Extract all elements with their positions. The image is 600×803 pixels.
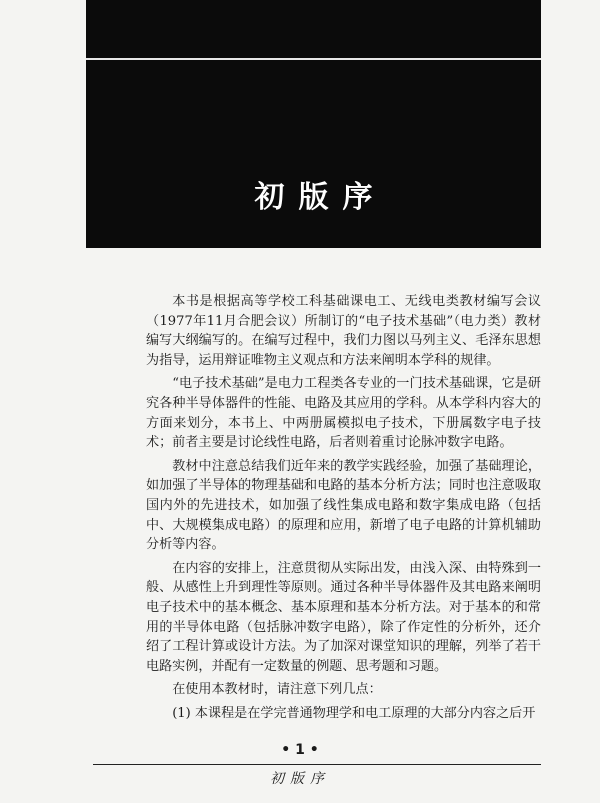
title-banner — [86, 0, 541, 248]
page-title: 初版序 — [254, 180, 387, 215]
page-number: • 1 • — [281, 742, 319, 758]
running-footer-title: 初版序 — [270, 771, 330, 787]
paragraph: “电子技术基础”是电力工程类各专业的一门技术基础课，它是研究各种半导体器件的性能、电路及其应用的学科。从本学科内容大的方面来划分，本书上、中两册属模拟电子技术，下册属数字电子技术；前者主要是讨论线性电路，后者则着重讨论脉冲数字电路。 — [146, 376, 541, 451]
paragraph: 在使用本教材时，请注意下列几点： — [172, 682, 382, 698]
paragraph: 本书是根据高等学校工科基础课电工、无线电类教材编写会议（1977年11月合肥会议）所制订的“电子技术基础”（电力类）教材编写大纲编写的。在编写过程中，我们力图以马列主义、毛泽东思想为指导，运用辩证唯物主义观点和方法来阐明本学科的规律。 — [146, 294, 541, 368]
paragraph: 在内容的安排上，注意贯彻从实际出发，由浅入深、由特殊到一般、从感性上升到理性等原则。通过各种半导体器件及其电路来阐明电子技术中的基本概念、基本原理和基本分析方法。对于基本的和常用的半导体电路（包括脉冲数字电路），除了作定性的分析外，还介绍了工程计算或设计方法。为了加深对课堂知识的理解，列举了若干电路实例，并配有一定数量的例题、思考题和习题。 — [146, 560, 541, 674]
footer-divider — [93, 764, 541, 765]
paragraph: (1) 本课程是在学完普通物理学和电工原理的大部分内容之后开 — [172, 705, 536, 721]
banner-divider — [86, 58, 541, 60]
paragraph: 教材中注意总结我们近年来的教学实践经验，加强了基础理论，如加强了半导体的物理基础和电路的基本分析方法；同时也注意吸取国内外的先进技术，如加强了线性集成电路和数字集成电路（包括中、大规模集成电路）的原理和应用，新增了电子电路的计算机辅助分析等内容。 — [146, 458, 541, 553]
body-text — [146, 292, 541, 727]
